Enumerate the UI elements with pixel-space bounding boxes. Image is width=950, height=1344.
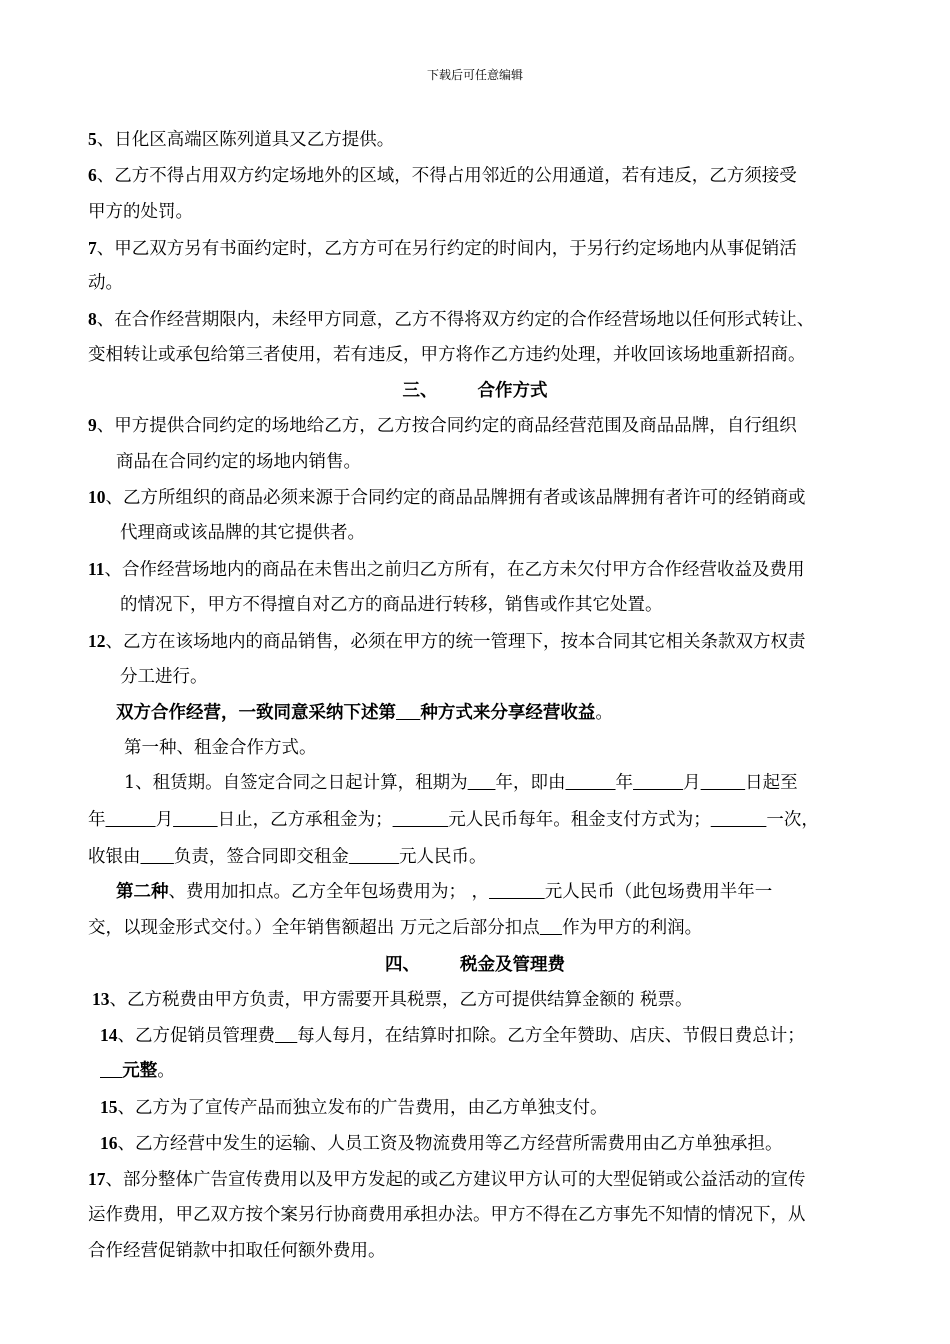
clause-6-line1: 6、乙方不得占用双方约定场地外的区域，不得占用邻近的公用通道，若有违反，乙方须接受 xyxy=(88,165,797,186)
clause-11-line2: 的情况下，甲方不得擅自对乙方的商品进行转移，销售或作其它处置。 xyxy=(120,595,663,615)
clause-12-line2: 分工进行。 xyxy=(120,667,208,687)
clause-11-line1: 11、合作经营场地内的商品在未售出之前归乙方所有，在乙方未欠付甲方合作经营收益及费用 xyxy=(88,559,805,580)
method-2-line1: 第二种、费用加扣点。乙方全年包场费用为； ， 元人民币（此包场费用半年一 xyxy=(116,882,773,902)
method-1-title: 第一种、租金合作方式。 xyxy=(124,738,317,758)
method-1-line1: 1、租赁期。自签定合同之日起计算，租期为 年，即由 年 月 日起至 xyxy=(124,773,798,793)
section-3-heading: 三、 合作方式 xyxy=(402,381,548,401)
clause-16: 16、乙方经营中发生的运输、人员工资及物流费用等乙方经营所需费用由乙方单独承担。 xyxy=(100,1133,783,1154)
clause-8-line2: 变相转让或承包给第三者使用，若有违反，甲方将作乙方违约处理，并收回该场地重新招商。 xyxy=(88,345,806,365)
clause-5: 5、日化区高端区陈列道具又乙方提供。 xyxy=(88,129,395,150)
clause-6-line2: 甲方的处罚。 xyxy=(88,202,193,222)
clause-9-line2: 商品在合同约定的场地内销售。 xyxy=(116,452,361,472)
clause-7-line1: 7、甲乙双方另有书面约定时，乙方方可在另行约定的时间内，于另行约定场地内从事促销活 xyxy=(88,238,797,259)
method-1-line2: 年 月 日止，乙方承租金为； 元人民币每年。租金支付方式为； 一次， xyxy=(88,810,819,830)
sharing-intro: 双方合作经营，一致同意采纳下述第 种方式来分享经营收益。 xyxy=(116,703,613,723)
clause-15: 15、乙方为了宣传产品而独立发布的广告费用，由乙方单独支付。 xyxy=(100,1097,608,1118)
section-4-heading: 四、 税金及管理费 xyxy=(385,955,565,975)
clause-14-line1: 14、乙方促销员管理费 每人每月，在结算时扣除。乙方全年赞助、店庆、节假日费总计； xyxy=(100,1025,805,1046)
clause-10-line1: 10、乙方所组织的商品必须来源于合同约定的商品品牌拥有者或该品牌拥有者许可的经销商或 xyxy=(88,487,806,508)
clause-9-line1: 9、甲方提供合同约定的场地给乙方，乙方按合同约定的商品经营范围及商品品牌，自行组织 xyxy=(88,415,797,436)
method-2-line2: 交，以现金形式交付。）全年销售额超出 万元之后部分扣点 作为甲方的利润。 xyxy=(88,918,703,938)
clause-14-line2: 元整。 xyxy=(122,1061,175,1081)
clause-17-line1: 17、部分整体广告宣传费用以及甲方发起的或乙方建议甲方认可的大型促销或公益活动的宣传 xyxy=(88,1169,806,1190)
clause-7-line2: 动。 xyxy=(88,273,123,293)
page-header: 下载后可任意编辑 xyxy=(426,68,523,82)
clause-13: 13、乙方税费由甲方负责，甲方需要开具税票，乙方可提供结算金额的 税票。 xyxy=(92,989,693,1010)
clause-17-line3: 合作经营促销款中扣取任何额外费用。 xyxy=(88,1241,386,1261)
clause-10-line2: 代理商或该品牌的其它提供者。 xyxy=(120,523,365,543)
clause-12-line1: 12、乙方在该场地内的商品销售，必须在甲方的统一管理下，按本合同其它相关条款双方权责 xyxy=(88,631,806,652)
method-1-line3: 收银由 负责，签合同即交租金 元人民币。 xyxy=(88,847,487,867)
clause-8-line1: 8、在合作经营期限内，未经甲方同意，乙方不得将双方约定的合作经营场地以任何形式转让、 xyxy=(88,309,815,330)
clause-17-line2: 运作费用，甲乙双方按个案另行协商费用承担办法。甲方不得在乙方事先不知情的情况下，从 xyxy=(88,1205,806,1225)
